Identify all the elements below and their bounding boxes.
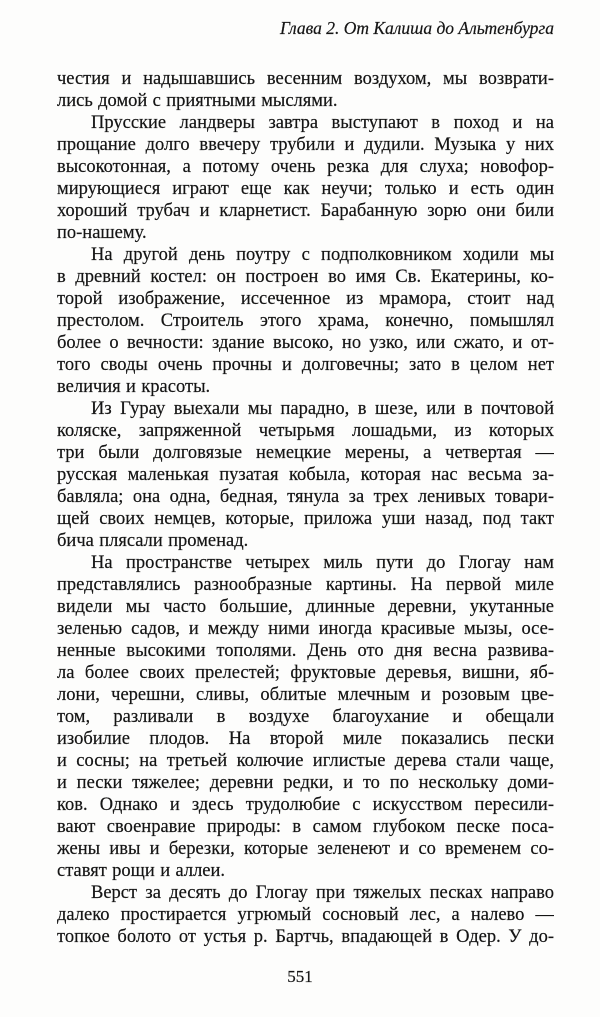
text-line: того своды очень прочны и долговечны; зато в целом нет bbox=[57, 355, 554, 375]
text-line: лони, черешни, сливы, облитые млечным и розовым цве- bbox=[57, 685, 554, 705]
text-line: русская маленькая пузатая кобыла, которая нас весьма за- bbox=[57, 465, 554, 485]
text-line: зеленью садов, и между ними иногда красивые мызы, осе- bbox=[57, 619, 554, 639]
text-line: и сосны; на третьей колючие иглистые дерева стали чаще, bbox=[57, 751, 554, 771]
text-line: Прусские ландверы завтра выступают в поход и на bbox=[91, 113, 554, 133]
text-line: более о вечности: здание высоко, но узко, или сжато, и от- bbox=[57, 333, 554, 353]
text-line: видели мы часто большие, длинные деревни, укутанные bbox=[57, 597, 554, 617]
page-number: 551 bbox=[287, 967, 313, 986]
text-line: коляске, запряженной четырьмя лошадьми, из которых bbox=[57, 421, 554, 441]
page-body bbox=[57, 68, 554, 948]
text-line: жены ивы и березки, которые зеленеют и со временем со- bbox=[57, 839, 554, 859]
text-line: лись домой с приятными мыслями. bbox=[57, 91, 338, 111]
text-line: представлялись разнообразные картины. На первой миле bbox=[57, 575, 554, 595]
text-line: ненные высокими тополями. День ото дня весна развива- bbox=[57, 641, 554, 661]
text-line: щей своих немцев, которые, приложа уши назад, под такт bbox=[57, 509, 554, 529]
text-line: и пески тяжелее; деревни редки, и то по нескольку доми- bbox=[57, 773, 554, 793]
text-line: На пространстве четырех миль пути до Глогау нам bbox=[91, 553, 554, 573]
text-line: по-нашему. bbox=[57, 223, 147, 243]
text-line: мирующиеся играют еще как неучи; только и есть один bbox=[57, 179, 554, 199]
text-line: торой изображение, иссеченное из мрамора, стоит над bbox=[57, 289, 554, 309]
text-line: топкое болото от устья р. Бартчь, впадающей в Одер. У до- bbox=[57, 927, 554, 947]
running-head: Глава 2. От Калиша до Альтенбурга bbox=[279, 18, 554, 38]
text-line: ла более своих прелестей; фруктовые деревья, вишни, яб- bbox=[57, 663, 554, 683]
text-line: вают своенравие природы: в самом глубоком песке поса- bbox=[57, 817, 554, 837]
text-line: престолом. Строитель этого храма, конечно, помышлял bbox=[57, 311, 554, 331]
text-line: бича плясали променад. bbox=[57, 531, 249, 551]
text-line: ставят рощи и аллеи. bbox=[57, 861, 226, 881]
text-line: бавляла; она одна, бедная, тянула за трех ленивых товари- bbox=[57, 487, 554, 507]
text-line: Из Гурау выехали мы парадно, в шезе, или в почтовой bbox=[91, 399, 554, 419]
text-line: далеко простирается угрюмый сосновый лес, а налево — bbox=[57, 905, 554, 925]
text-line: хороший трубач и кларнетист. Барабанную зорю они били bbox=[57, 201, 554, 221]
text-line: в древний костел: он построен во имя Св. Екатерины, ко- bbox=[57, 267, 554, 287]
text-line: На другой день поутру с подполковником ходили мы bbox=[91, 245, 554, 265]
text-line: величия и красоты. bbox=[57, 377, 211, 397]
text-line: три были долговязые немецкие мерены, а четвертая — bbox=[57, 443, 554, 463]
text-line: изобилие плодов. На второй миле показались пески bbox=[57, 729, 554, 749]
text-line: высокотонная, а потому очень резка для слуха; новофор- bbox=[57, 157, 554, 177]
text-line: Верст за десять до Глогау при тяжелых песках направо bbox=[91, 883, 554, 903]
text-line: прощание долго ввечеру трубили и дудили. Музыка у них bbox=[57, 135, 554, 155]
text-line: том, разливали в воздухе благоухание и обещали bbox=[57, 707, 554, 727]
text-line: честия и надышавшись весенним воздухом, мы возврати- bbox=[57, 69, 554, 89]
text-line: ков. Однако и здесь трудолюбие с искусством пересили- bbox=[57, 795, 554, 815]
